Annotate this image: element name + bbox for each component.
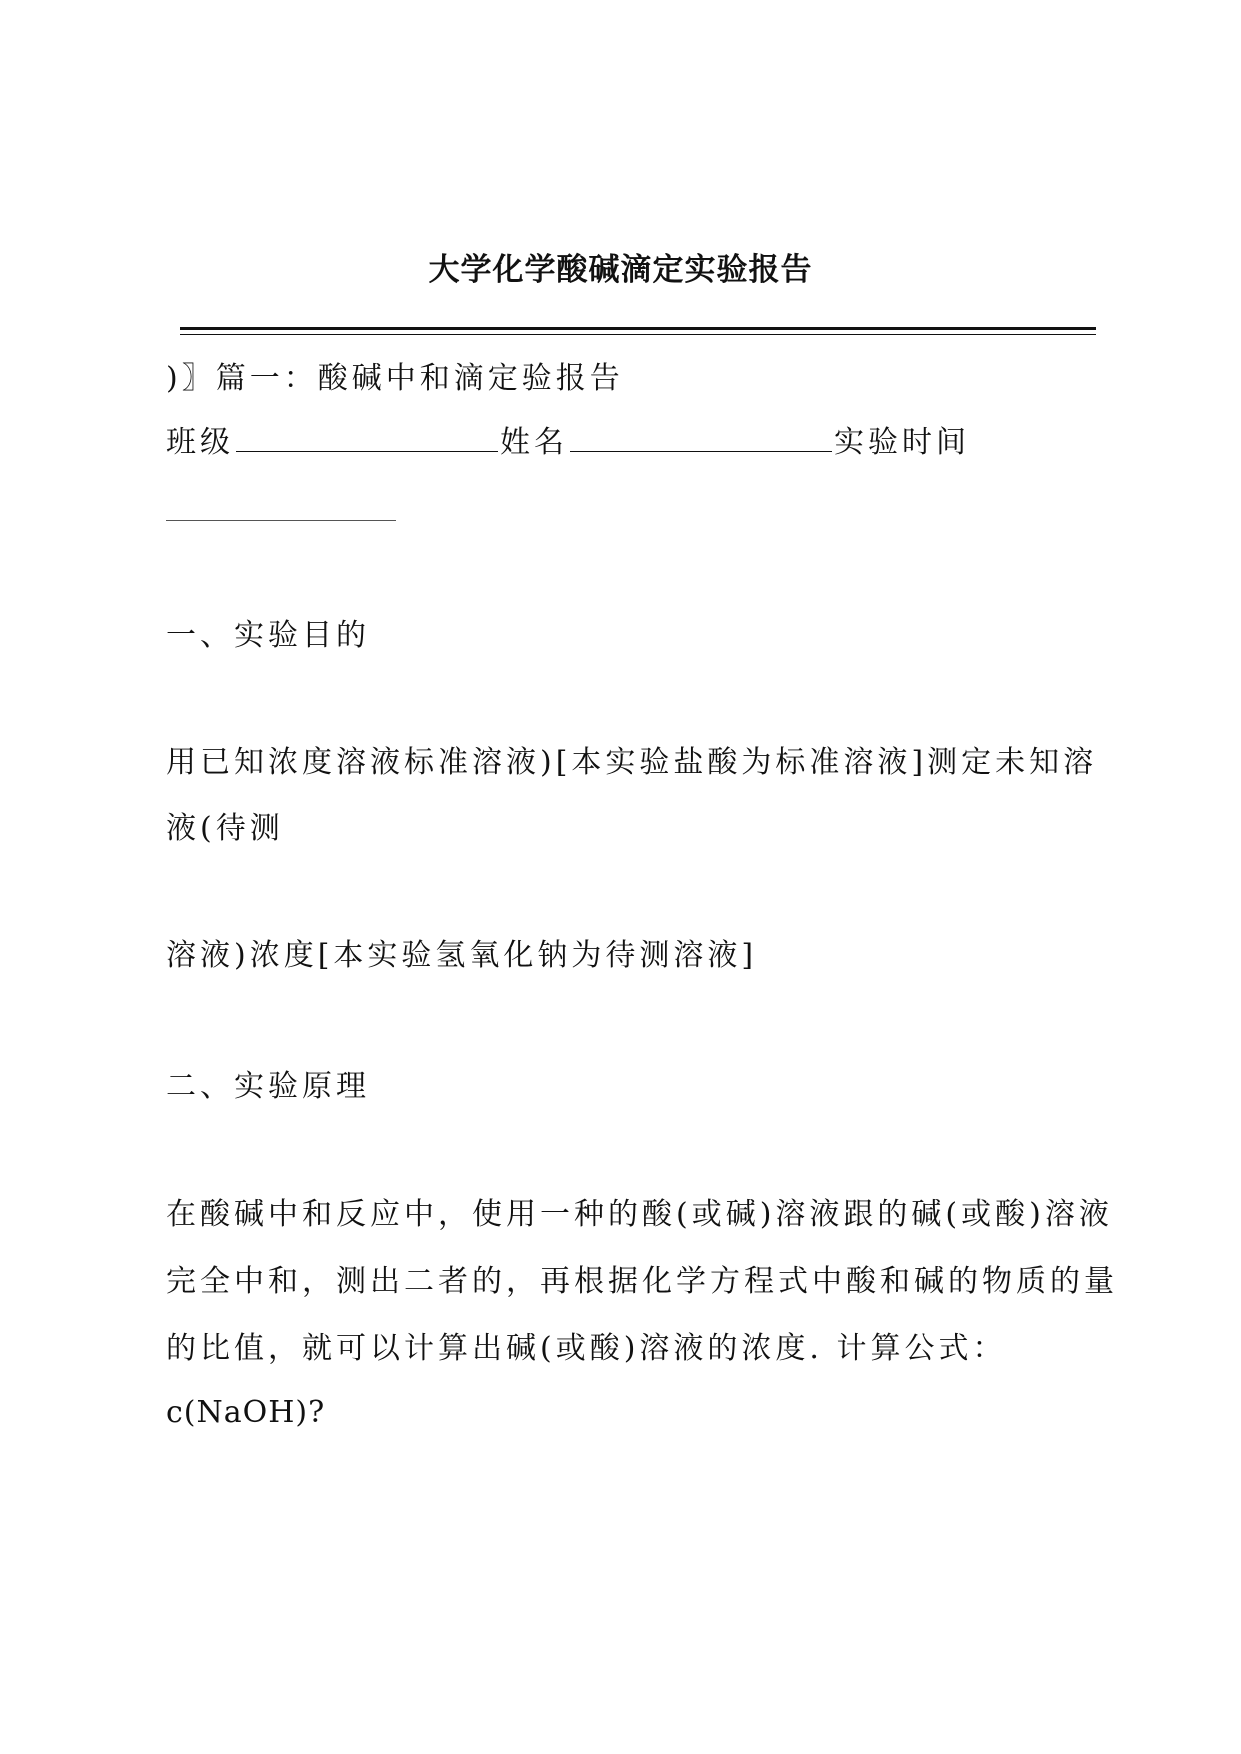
name-label: 姓名 — [500, 425, 568, 460]
section2-line3: 的比值，就可以计算出碱(或酸)溶液的浓度. 计算公式： — [166, 1331, 1007, 1366]
section1-line1: 用已知浓度溶液标准溶液)[本实验盐酸为标准溶液]测定未知溶 — [166, 745, 1098, 780]
time-blank — [166, 520, 396, 521]
form-fields-row — [166, 422, 970, 464]
section2-line2: 完全中和，测出二者的，再根据化学方程式中酸和碱的物质的量 — [166, 1264, 1118, 1299]
section2-line1: 在酸碱中和反应中，使用一种的酸(或碱)溶液跟的碱(或酸)溶液 — [166, 1197, 1113, 1232]
name-blank — [570, 450, 832, 452]
document-subtitle: )〗篇一：酸碱中和滴定验报告 — [166, 361, 624, 396]
section1-heading: 一、实验目的 — [166, 618, 370, 653]
section2-formula: c(NaOH)? — [166, 1395, 326, 1430]
class-blank — [236, 450, 498, 452]
time-label: 实验时间 — [834, 425, 970, 460]
section1-line3: 溶液)浓度[本实验氢氧化钠为待测溶液] — [166, 938, 758, 973]
section2-heading: 二、实验原理 — [166, 1069, 370, 1104]
title-rule-thick — [180, 327, 1096, 330]
class-label: 班级 — [166, 425, 234, 460]
document-title: 大学化学酸碱滴定实验报告 — [428, 252, 813, 288]
section1-line2: 液(待测 — [166, 811, 284, 846]
title-rule-thin — [180, 334, 1096, 335]
